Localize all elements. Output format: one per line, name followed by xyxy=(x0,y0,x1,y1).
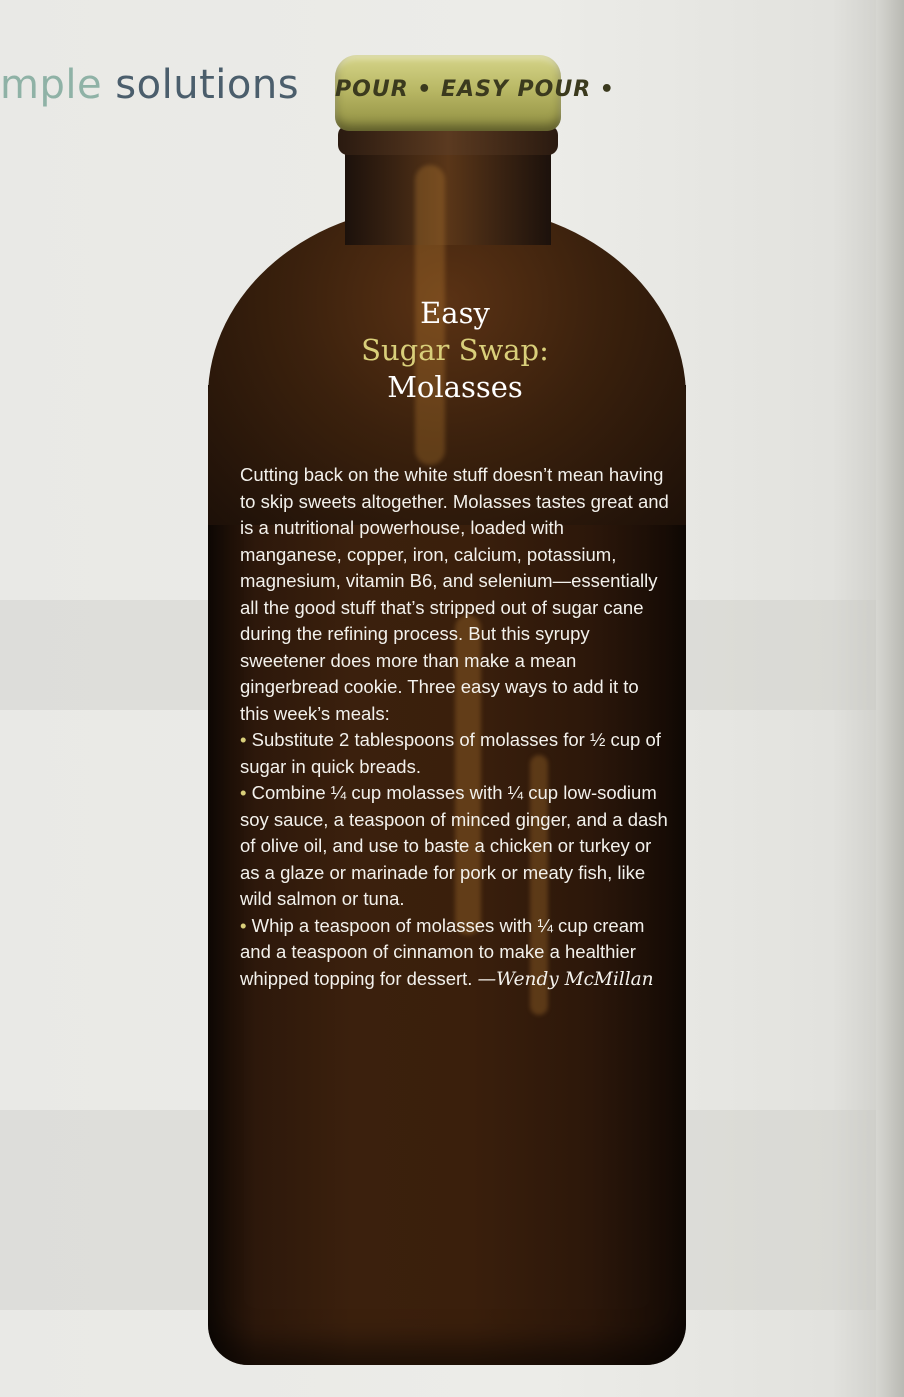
bullet-item xyxy=(240,727,670,780)
molasses-bottle xyxy=(200,55,690,1375)
article xyxy=(240,295,670,993)
bottle-cap xyxy=(335,55,615,131)
title-line-1: Easy xyxy=(420,296,490,330)
title-line-2: Sugar Swap: xyxy=(361,333,549,367)
bullet-item xyxy=(240,780,670,913)
bullet-text: Substitute 2 tablespoons of molasses for ½ cup of sugar in quick breads. xyxy=(240,729,661,777)
bullet-marker: • xyxy=(240,914,247,936)
cap-text: POUR • EASY POUR • xyxy=(335,77,615,102)
bullet-text: Whip a teaspoon of molasses with ¼ cup cream and a teaspoon of cinnamon to make a healthier whipped topping for dessert. xyxy=(240,914,645,989)
bullet-text: Combine ¼ cup molasses with ¼ cup low-sodium soy sauce, a teaspoon of minced ginger, and a dash of olive oil, and use to baste a chicken or turkey or as a glaze or marinade for pork or meaty fish, like wild salmon or tuna. xyxy=(240,782,668,909)
article-title xyxy=(240,295,670,406)
bullet-marker: • xyxy=(240,782,247,803)
article-intro: Cutting back on the white stuff doesn’t mean having to skip sweets altogether. Molasses tastes great and is a nutritional powerhouse, loaded with manganese, copper, iron, calcium, potassium, magnesium, vitamin B6, and selenium—essentially all the good stuff that’s stripped out of sugar cane during the refining process. But this syrupy sweetener does more than make a mean gingerbread cookie. Three easy ways to add it to this week’s meals: xyxy=(240,464,669,724)
bullet-marker: • xyxy=(240,729,247,750)
section-header-part2: solutions xyxy=(102,62,300,108)
bullet-item xyxy=(240,913,670,994)
byline: —Wendy McMillan xyxy=(477,968,654,990)
section-header-part1: mple xyxy=(0,62,103,108)
page-edge xyxy=(876,0,904,1397)
article-body xyxy=(240,462,670,993)
title-line-3: Molasses xyxy=(387,370,523,404)
